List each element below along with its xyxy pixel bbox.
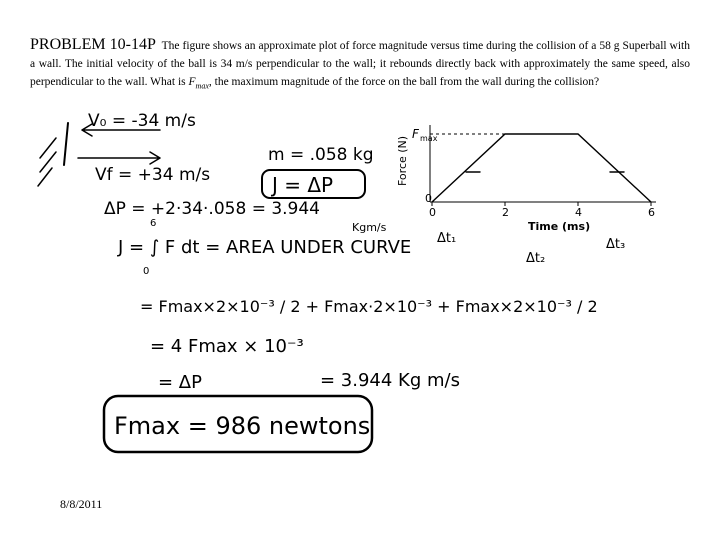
dt3-text: Δt₃ xyxy=(606,237,626,252)
force-curve xyxy=(432,134,651,202)
j-eq-box xyxy=(262,170,365,198)
answer-text: Fmax = 986 newtons xyxy=(114,412,371,440)
plot-peak-label: F xyxy=(412,127,419,141)
line2-text: = 4 Fmax × 10⁻³ xyxy=(150,336,304,357)
plot-xlabel: Time (ms) xyxy=(528,220,591,233)
line3-value: = 3.944 Kg m/s xyxy=(320,370,460,391)
int-lower: 0 xyxy=(143,266,150,277)
dp-text: ΔP = +2·34·.058 = 3.944 xyxy=(104,199,321,219)
fmax-symbol: F xyxy=(188,76,196,88)
dt2-text: Δt₂ xyxy=(526,251,546,266)
vf-text: Vf = +34 m/s xyxy=(95,165,211,185)
force-time-plot xyxy=(396,125,656,233)
dt1-text: Δt₁ xyxy=(437,231,457,246)
vo-text: V₀ = -34 m/s xyxy=(88,111,196,131)
mass-text: m = .058 kg xyxy=(268,145,374,165)
j-eq-text: J = ΔP xyxy=(272,173,334,197)
problem-text-2: , the maximum magnitude of the force on the ball from the wall during the collision? xyxy=(208,76,600,88)
fmax-sub: max xyxy=(195,81,209,91)
plot-tick-6: 6 xyxy=(648,206,655,219)
problem-id: PROBLEM 10-14P xyxy=(30,36,156,53)
plot-tick-2: 2 xyxy=(502,206,509,219)
slide-date: 8/8/2011 xyxy=(60,497,103,511)
plot-tick-0: 0 xyxy=(429,206,436,219)
dp-units-text: Kgm/s xyxy=(352,221,387,234)
plot-peak-sub: max xyxy=(420,134,438,143)
plot-ylabel: Force (N) xyxy=(396,135,409,186)
plot-ticks xyxy=(432,202,651,206)
plot-tick-4: 4 xyxy=(575,206,582,219)
plot-origin-y: 0 xyxy=(425,192,432,205)
problem-text-1: The figure shows an approximate plot of force magnitude versus time during the collision of a 58 g Superball with a wall. The initial velocity of the ball is 34 m/s perpendicular to the wall; it rebounds directly back with approximately the same speed, also perpendicular to the wall. What is xyxy=(30,40,690,88)
int-upper: 6 xyxy=(150,218,157,229)
answer-box xyxy=(104,396,372,452)
integral-text: J = ∫ F dt = AREA UNDER CURVE xyxy=(118,237,412,258)
line1-text: = Fmax×2×10⁻³ / 2 + Fmax·2×10⁻³ + Fmax×2×10⁻³ / 2 xyxy=(140,297,598,316)
line3-text: = ΔP xyxy=(158,372,202,393)
